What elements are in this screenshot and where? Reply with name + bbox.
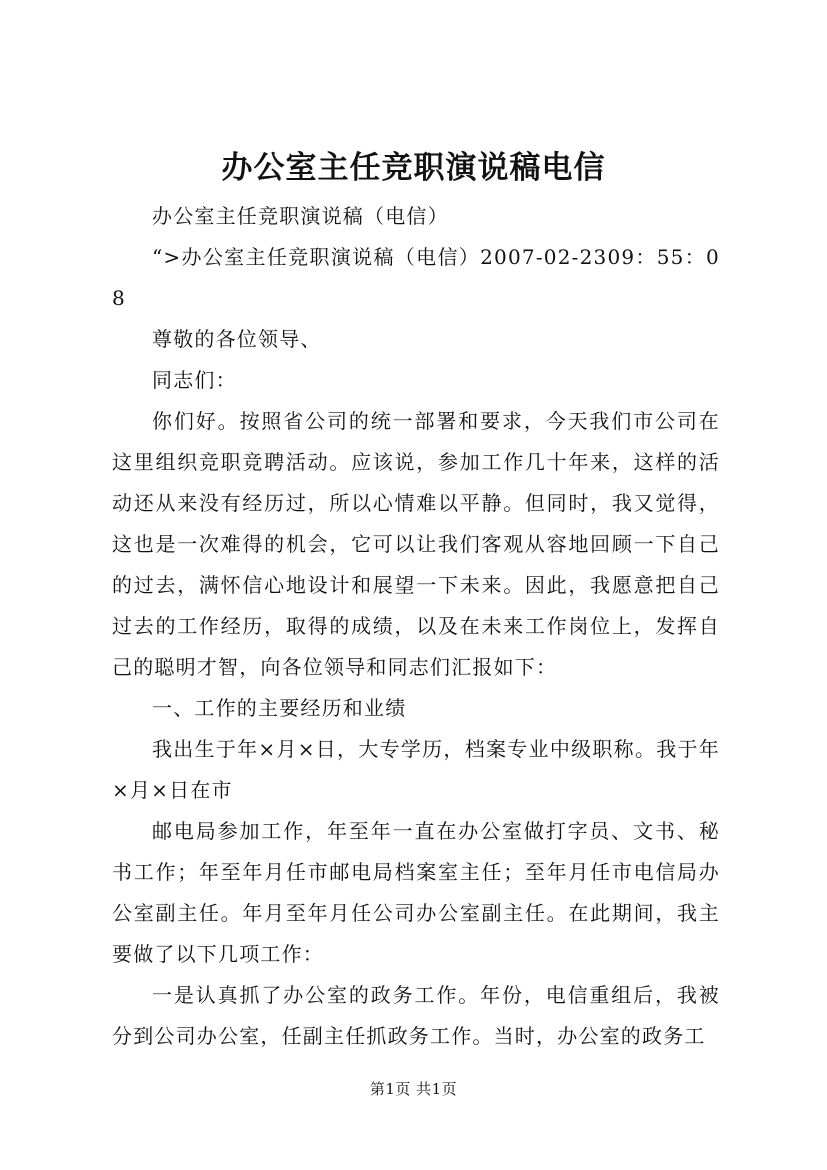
page-footer: 第1页 共1页 <box>369 1080 458 1098</box>
paragraph: 一、工作的主要经历和业绩 <box>152 696 407 720</box>
paragraph: 你们好。按照省公司的统一部署和要求，今天我们市公司在这里组织竞职竞聘活动。应该说，参加工作几十年来，这样的活动还从来没有经历过，所以心情难以平静。但同时，我又觉得，这也是一次难得的机会，它可以让我们客观从容地回顾一下自己的过去，满怀信心地设计和展望一下未来。因此，我愿意把自己过去的工作经历，取得的成绩，以及在未来工作岗位上，发挥自己的聪明才智，向各位领导和同志们汇报如下： <box>112 409 720 679</box>
paragraph: 尊敬的各位领导、 <box>152 327 322 351</box>
paragraph: “>办公室主任竞职演说稿（电信）2007-02-2309：55：08 <box>112 245 720 310</box>
document-title: 办公室主任竞职演说稿电信 <box>221 150 606 186</box>
paragraph: 办公室主任竞职演说稿（电信） <box>152 204 449 228</box>
paragraph: 一是认真抓了办公室的政务工作。年份，电信重组后，我被分到公司办公室，任副主任抓政务工作。当时，办公室的政务工 <box>112 983 720 1048</box>
document-body <box>112 196 720 1057</box>
paragraph: 我出生于年×月×日，大专学历，档案专业中级职称。我于年×月×日在市 <box>112 737 720 802</box>
paragraph: 同志们： <box>152 368 237 392</box>
paragraph: 邮电局参加工作，年至年一直在办公室做打字员、文书、秘书工作；年至年月任市邮电局档案室主任；至年月任市电信局办公室副主任。年月至年月任公司办公室副主任。在此期间，我主要做了以下几项工作： <box>112 819 720 966</box>
